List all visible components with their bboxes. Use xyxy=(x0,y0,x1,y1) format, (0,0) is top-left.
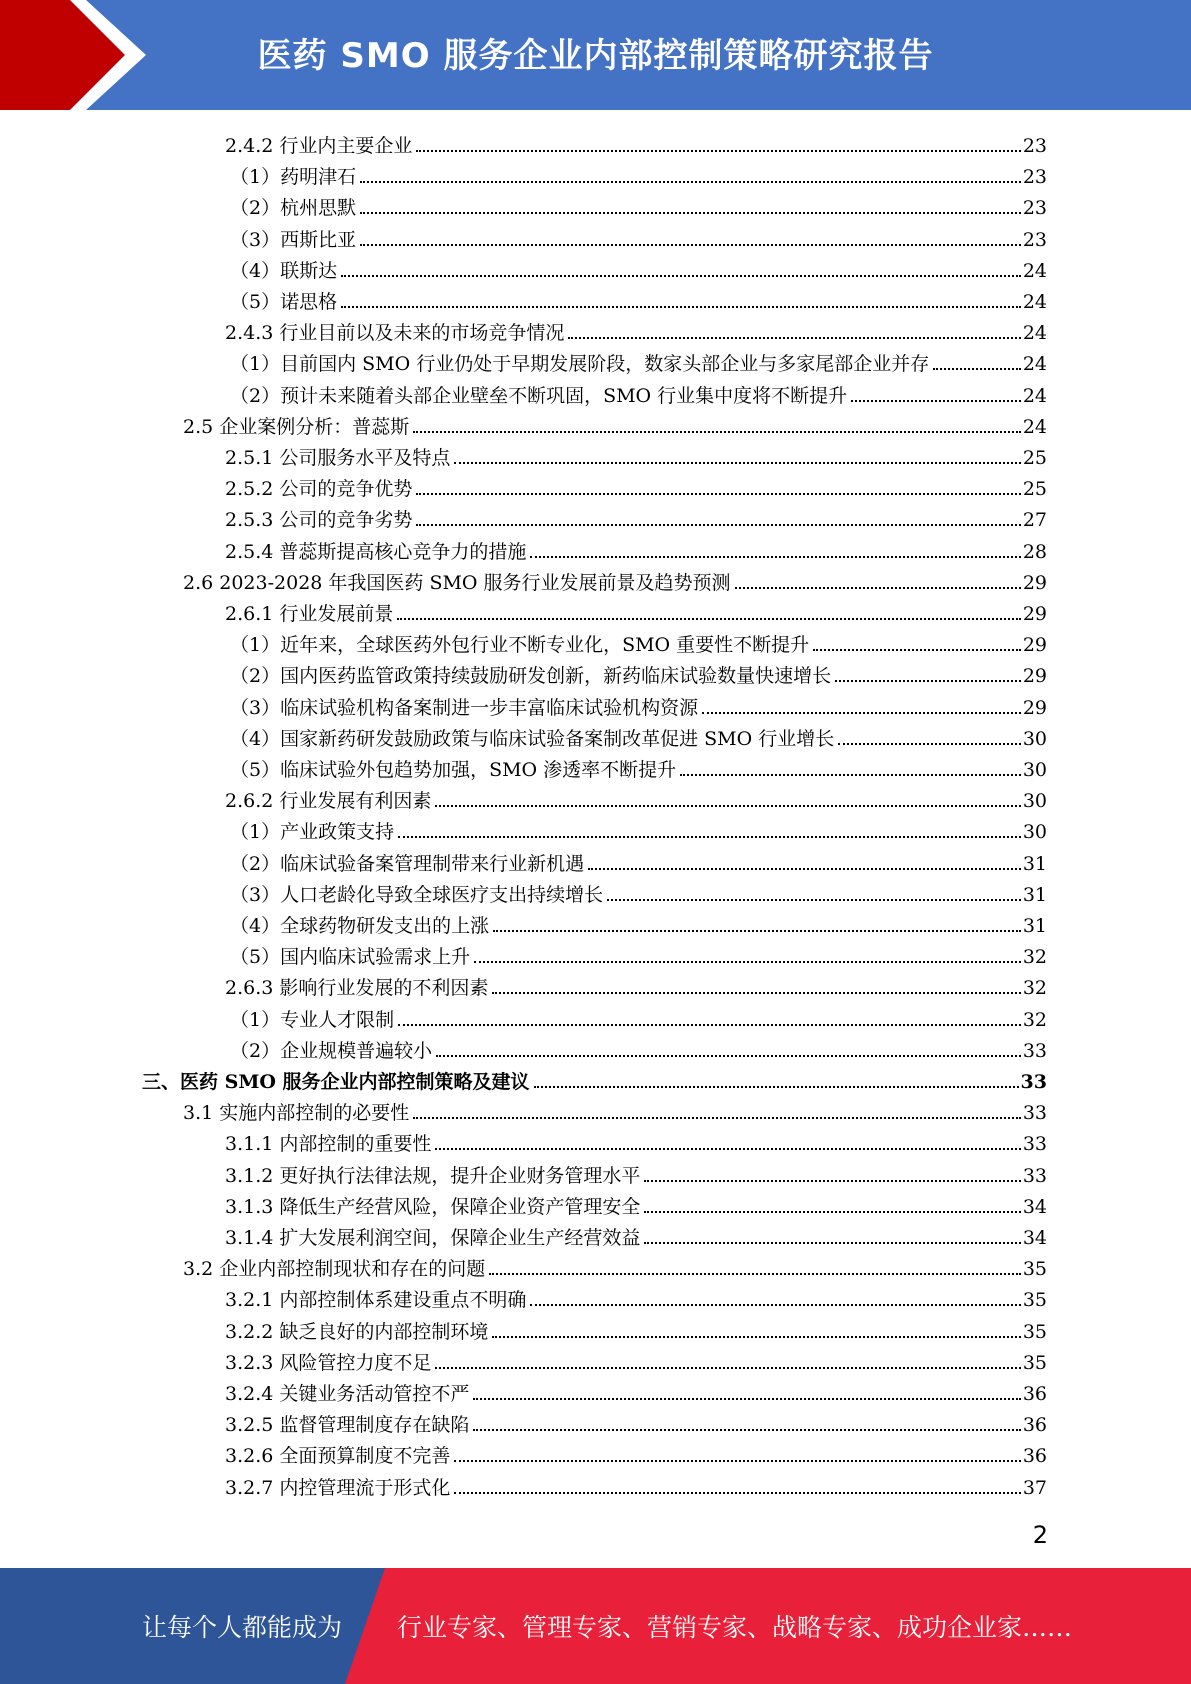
toc-entry-page: 29 xyxy=(1022,665,1047,688)
toc-entry-label: （2）国内医药监管政策持续鼓励研发创新，新药临床试验数量快速增长 xyxy=(230,665,832,688)
toc-entry[interactable] xyxy=(183,1095,1047,1125)
toc-entry-page: 24 xyxy=(1022,259,1047,282)
toc-entry[interactable] xyxy=(225,128,1047,158)
toc-dot-leader xyxy=(851,400,1021,402)
page-footer xyxy=(0,1568,1191,1684)
toc-entry[interactable] xyxy=(225,1470,1047,1500)
toc-dot-leader xyxy=(489,1273,1021,1275)
toc-entry-label: 3.2.6 全面预算制度不完善 xyxy=(225,1445,451,1468)
toc-entry-page: 31 xyxy=(1022,883,1047,906)
toc-entry-page: 29 xyxy=(1022,603,1047,625)
toc-dot-leader xyxy=(680,774,1021,776)
toc-entry[interactable] xyxy=(225,502,1047,532)
toc-entry-page: 24 xyxy=(1022,322,1047,345)
toc-dot-leader xyxy=(397,618,1020,620)
toc-entry[interactable] xyxy=(230,690,1047,720)
toc-entry-label: 2.4.3 行业目前以及未来的市场竞争情况 xyxy=(225,322,565,345)
toc-dot-leader xyxy=(474,961,1021,963)
toc-entry-page: 33 xyxy=(1022,1102,1047,1125)
toc-entry[interactable] xyxy=(230,159,1047,189)
toc-entry-page: 30 xyxy=(1022,790,1047,813)
toc-dot-leader xyxy=(398,836,1021,838)
toc-entry-page: 34 xyxy=(1022,1227,1047,1249)
toc-entry[interactable] xyxy=(225,1345,1047,1375)
toc-dot-leader xyxy=(644,1242,1020,1244)
toc-entry[interactable] xyxy=(230,877,1047,907)
toc-entry[interactable] xyxy=(225,1126,1047,1156)
toc-entry-page: 24 xyxy=(1022,415,1047,438)
toc-entry[interactable] xyxy=(230,222,1047,252)
toc-entry-label: （5）临床试验外包趋势加强，SMO 渗透率不断提升 xyxy=(230,759,677,781)
toc-entry-page: 35 xyxy=(1022,1320,1047,1343)
toc-entry[interactable] xyxy=(230,658,1047,688)
toc-entry[interactable] xyxy=(230,814,1047,844)
toc-entry-page: 23 xyxy=(1022,197,1047,220)
toc-dot-leader xyxy=(644,1211,1020,1213)
toc-dot-leader xyxy=(838,743,1021,745)
report-title: 医药 SMO 服务企业内部控制策略研究报告 xyxy=(257,36,934,76)
toc-dot-leader xyxy=(473,1398,1020,1400)
toc-entry-label: （1）目前国内 SMO 行业仍处于早期发展阶段，数家头部企业与多家尾部企业并存 xyxy=(230,353,930,376)
toc-entry-label: 3.2.7 内控管理流于形式化 xyxy=(225,1476,451,1499)
toc-entry-page: 24 xyxy=(1022,384,1047,407)
toc-entry[interactable] xyxy=(225,1376,1047,1406)
toc-entry[interactable] xyxy=(230,346,1047,376)
toc-dot-leader xyxy=(416,150,1020,152)
toc-entry[interactable] xyxy=(183,565,1047,595)
toc-entry-label: （2）临床试验备案管理制带来行业新机遇 xyxy=(230,852,585,875)
toc-dot-leader xyxy=(360,244,1021,246)
toc-entry-page: 30 xyxy=(1022,821,1047,844)
toc-entry-label: （5）国内临床试验需求上升 xyxy=(230,946,471,969)
toc-entry-page: 33 xyxy=(1022,1133,1047,1156)
toc-dot-leader xyxy=(534,1086,1019,1088)
toc-dot-leader xyxy=(435,1367,1020,1369)
toc-dot-leader xyxy=(530,1304,1020,1306)
toc-dot-leader xyxy=(644,1180,1020,1182)
toc-entry-page: 30 xyxy=(1022,727,1047,750)
toc-entry-label: （2）杭州思默 xyxy=(230,197,357,220)
toc-entry-label: 3.1 实施内部控制的必要性 xyxy=(183,1102,410,1125)
toc-dot-leader xyxy=(416,493,1020,495)
footer-slogan-right: 行业专家、管理专家、营销专家、战略专家、成功企业家…… xyxy=(397,1613,1073,1642)
toc-entry-page: 32 xyxy=(1022,946,1047,969)
toc-entry-label: 3.1.1 内部控制的重要性 xyxy=(225,1133,432,1156)
toc-entry-label: 2.5 企业案例分析：普蕊斯 xyxy=(183,415,410,438)
toc-entry[interactable] xyxy=(225,1407,1047,1437)
toc-dot-leader xyxy=(398,1024,1021,1026)
toc-entry[interactable] xyxy=(230,1033,1047,1063)
toc-entry-label: 3.2 企业内部控制现状和存在的问题 xyxy=(183,1258,486,1281)
toc-entry-label: 3.2.5 监督管理制度存在缺陷 xyxy=(225,1414,470,1437)
toc-entry-label: （1）专业人才限制 xyxy=(230,1008,395,1031)
toc-entry-page: 25 xyxy=(1022,478,1047,501)
toc-entry[interactable] xyxy=(230,908,1047,938)
toc-entry-label: 2.4.2 行业内主要企业 xyxy=(225,135,413,157)
toc-entry-page: 23 xyxy=(1022,166,1047,189)
toc-entry-label: （5）诺思格 xyxy=(230,291,338,313)
toc-entry-page: 36 xyxy=(1022,1383,1047,1405)
toc-entry-page: 36 xyxy=(1022,1414,1047,1437)
toc-entry[interactable] xyxy=(230,752,1047,782)
toc-entry-page: 33 xyxy=(1020,1071,1047,1093)
page-number: 2 xyxy=(1032,1521,1048,1549)
toc-entry-label: （1）产业政策支持 xyxy=(230,821,395,844)
toc-entry[interactable] xyxy=(230,721,1047,751)
toc-dot-leader xyxy=(341,306,1021,308)
toc-entry-page: 35 xyxy=(1022,1289,1047,1312)
toc-entry[interactable] xyxy=(142,1064,1047,1094)
toc-entry[interactable] xyxy=(225,970,1047,1000)
toc-dot-leader xyxy=(493,930,1021,932)
toc-entry[interactable] xyxy=(183,1251,1047,1281)
toc-entry-page: 33 xyxy=(1022,1039,1047,1062)
toc-entry-page: 36 xyxy=(1022,1445,1047,1468)
toc-entry-label: （4）国家新药研发鼓励政策与临床试验备案制改革促进 SMO 行业增长 xyxy=(230,727,835,750)
toc-entry-label: 3.2.4 关键业务活动管控不严 xyxy=(225,1383,470,1405)
toc-entry-page: 24 xyxy=(1022,291,1047,313)
toc-dot-leader xyxy=(473,1429,1020,1431)
toc-dot-leader xyxy=(454,1492,1020,1494)
toc-entry[interactable] xyxy=(225,534,1047,564)
toc-entry-page: 27 xyxy=(1022,509,1047,532)
toc-entry[interactable] xyxy=(230,190,1047,220)
toc-entry-page: 25 xyxy=(1022,447,1047,469)
toc-entry-label: （1）药明津石 xyxy=(230,166,357,189)
toc-entry-label: 2.5.4 普蕊斯提高核心竞争力的措施 xyxy=(225,540,527,563)
toc-dot-leader xyxy=(735,587,1021,589)
toc-entry[interactable] xyxy=(225,1314,1047,1344)
toc-entry-label: 2.6.3 影响行业发展的不利因素 xyxy=(225,977,489,1000)
toc-entry-label: 3.2.2 缺乏良好的内部控制环境 xyxy=(225,1320,489,1343)
page-header xyxy=(0,0,1191,110)
toc-entry-page: 34 xyxy=(1022,1195,1047,1218)
toc-entry-label: 2.6 2023-2028 年我国医药 SMO 服务行业发展前景及趋势预测 xyxy=(183,571,731,594)
toc-entry-label: （2）企业规模普遍较小 xyxy=(230,1039,433,1062)
toc-entry[interactable] xyxy=(225,315,1047,345)
toc-entry[interactable] xyxy=(225,1189,1047,1219)
toc-entry-page: 35 xyxy=(1022,1258,1047,1281)
toc-entry[interactable] xyxy=(230,939,1047,969)
toc-entry-page: 29 xyxy=(1022,571,1047,594)
toc-dot-leader xyxy=(588,868,1021,870)
toc-entry[interactable] xyxy=(225,1158,1047,1188)
toc-dot-leader xyxy=(436,1055,1021,1057)
toc-entry-page: 23 xyxy=(1022,228,1047,251)
toc-entry-page: 24 xyxy=(1022,353,1047,376)
toc-dot-leader xyxy=(607,899,1021,901)
toc-entry-page: 33 xyxy=(1022,1164,1047,1187)
toc-entry-label: 2.5.3 公司的竞争劣势 xyxy=(225,509,413,532)
toc-entry[interactable] xyxy=(230,253,1047,283)
toc-dot-leader xyxy=(435,1148,1020,1150)
toc-dot-leader xyxy=(530,556,1020,558)
toc-entry[interactable] xyxy=(183,409,1047,439)
toc-entry-label: 3.1.3 降低生产经营风险，保障企业资产管理安全 xyxy=(225,1195,641,1218)
toc-entry-page: 32 xyxy=(1022,977,1047,1000)
toc-dot-leader xyxy=(568,337,1020,339)
toc-entry-page: 30 xyxy=(1022,759,1047,781)
toc-entry[interactable] xyxy=(230,284,1047,314)
toc-dot-leader xyxy=(416,524,1020,526)
toc-dot-leader xyxy=(702,712,1021,714)
toc-entry[interactable] xyxy=(225,1282,1047,1312)
toc-entry-label: （1）近年来，全球医药外包行业不断专业化，SMO 重要性不断提升 xyxy=(230,634,810,657)
toc-dot-leader xyxy=(492,1336,1020,1338)
toc-entry[interactable] xyxy=(230,846,1047,876)
toc-entry-label: （2）预计未来随着头部企业壁垒不断巩固，SMO 行业集中度将不断提升 xyxy=(230,384,848,407)
toc-entry-label: 三、医药 SMO 服务企业内部控制策略及建议 xyxy=(142,1071,530,1093)
toc-entry[interactable] xyxy=(225,471,1047,501)
toc-entry-label: （3）人口老龄化导致全球医疗支出持续增长 xyxy=(230,883,604,906)
toc-entry-page: 29 xyxy=(1022,696,1047,719)
toc-entry[interactable] xyxy=(230,627,1047,657)
toc-entry-page: 31 xyxy=(1022,852,1047,875)
toc-entry-page: 35 xyxy=(1022,1351,1047,1374)
toc-entry-label: 2.5.1 公司服务水平及特点 xyxy=(225,447,451,469)
toc-dot-leader xyxy=(413,431,1021,433)
toc-entry-label: （4）全球药物研发支出的上涨 xyxy=(230,915,490,937)
toc-dot-leader xyxy=(492,992,1020,994)
toc-entry-label: 3.1.4 扩大发展利润空间，保障企业生产经营效益 xyxy=(225,1227,641,1249)
toc-dot-leader xyxy=(835,680,1021,682)
toc-entry-label: 2.6.2 行业发展有利因素 xyxy=(225,790,432,813)
toc-dot-leader xyxy=(435,805,1020,807)
toc-dot-leader xyxy=(341,275,1021,277)
toc-entry-page: 23 xyxy=(1022,135,1047,157)
toc-dot-leader xyxy=(454,462,1020,464)
toc-dot-leader xyxy=(454,1460,1020,1462)
toc-entry[interactable] xyxy=(225,1220,1047,1250)
toc-entry-page: 37 xyxy=(1022,1476,1047,1499)
toc-entry-label: （4）联斯达 xyxy=(230,259,338,282)
toc-entry[interactable] xyxy=(230,1002,1047,1032)
toc-entry-page: 29 xyxy=(1022,634,1047,657)
toc-entry[interactable] xyxy=(225,1438,1047,1468)
toc-dot-leader xyxy=(933,368,1021,370)
toc-entry[interactable] xyxy=(225,596,1047,626)
toc-entry[interactable] xyxy=(230,378,1047,408)
toc-entry-page: 28 xyxy=(1022,540,1047,563)
toc-dot-leader xyxy=(413,1117,1021,1119)
toc-dot-leader xyxy=(813,649,1021,651)
toc-entry[interactable] xyxy=(225,783,1047,813)
toc-entry-label: 2.6.1 行业发展前景 xyxy=(225,603,394,625)
toc-dot-leader xyxy=(360,181,1021,183)
toc-entry-label: 2.5.2 公司的竞争优势 xyxy=(225,478,413,501)
toc-dot-leader xyxy=(360,212,1021,214)
toc-entry-page: 31 xyxy=(1022,915,1047,937)
toc-entry-label: 3.2.1 内部控制体系建设重点不明确 xyxy=(225,1289,527,1312)
toc-entry-label: （3）西斯比亚 xyxy=(230,228,357,251)
footer-slogan-left: 让每个人都能成为 xyxy=(142,1613,343,1642)
toc-entry-label: 3.2.3 风险管控力度不足 xyxy=(225,1351,432,1374)
toc-entry[interactable] xyxy=(225,440,1047,470)
toc-entry-label: 3.1.2 更好执行法律法规，提升企业财务管理水平 xyxy=(225,1164,641,1187)
toc-entry-label: （3）临床试验机构备案制进一步丰富临床试验机构资源 xyxy=(230,696,699,719)
toc-entry-page: 32 xyxy=(1022,1008,1047,1031)
